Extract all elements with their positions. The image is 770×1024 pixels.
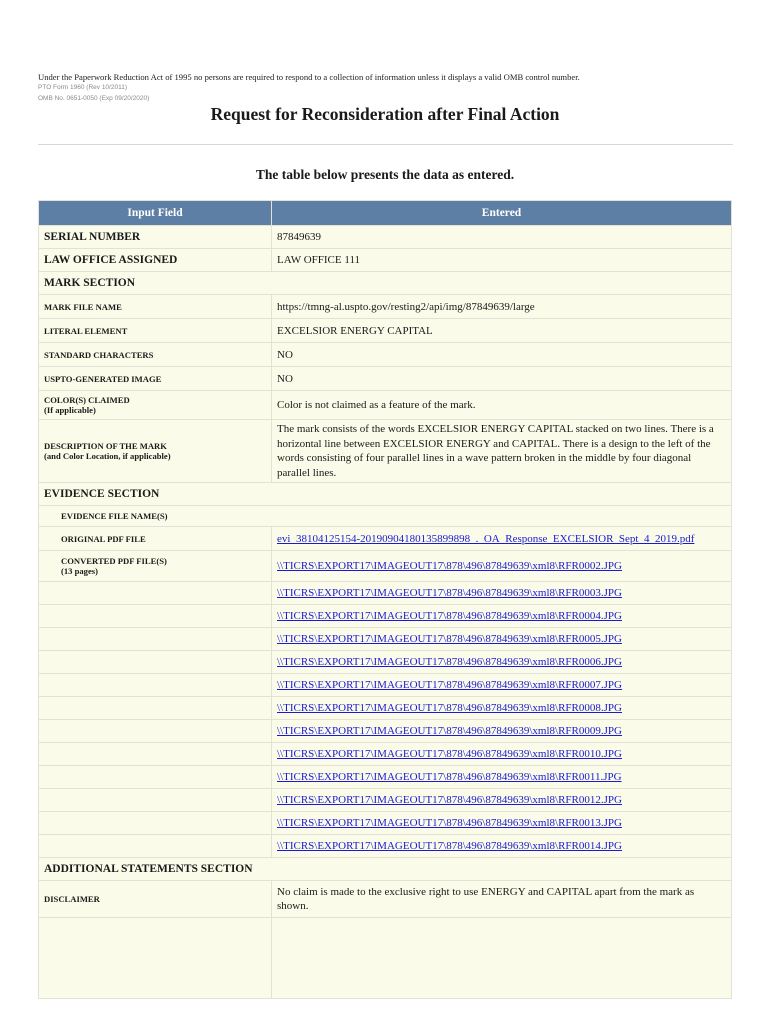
converted-file-link[interactable]: \\TICRS\EXPORT17\IMAGEOUT17\878\496\87849639\xml8\RFR0012.JPG bbox=[272, 789, 731, 811]
section-row bbox=[39, 506, 731, 526]
table-row bbox=[39, 651, 731, 673]
empty-cell bbox=[39, 766, 271, 788]
converted-file-link[interactable]: \\TICRS\EXPORT17\IMAGEOUT17\878\496\87849639\xml8\RFR0014.JPG bbox=[272, 835, 731, 857]
table-row bbox=[39, 674, 731, 696]
table-row bbox=[39, 249, 731, 271]
colors-claimed-note: (If applicable) bbox=[44, 405, 96, 415]
converted-file-link[interactable]: \\TICRS\EXPORT17\IMAGEOUT17\878\496\87849639\xml8\RFR0007.JPG bbox=[272, 674, 731, 696]
table-row bbox=[39, 789, 731, 811]
table-row bbox=[39, 881, 731, 917]
page-title: Request for Reconsideration after Final Action bbox=[210, 104, 560, 124]
disclaimer-label: DISCLAIMER bbox=[39, 881, 271, 917]
empty-cell bbox=[39, 835, 271, 857]
converted-file-link[interactable]: \\TICRS\EXPORT17\IMAGEOUT17\878\496\87849639\xml8\RFR0005.JPG bbox=[272, 628, 731, 650]
table-row bbox=[39, 551, 731, 581]
mark-description-title: DESCRIPTION OF THE MARK bbox=[44, 441, 167, 451]
generated-image-value: NO bbox=[272, 367, 731, 390]
converted-pdf-title: CONVERTED PDF FILE(S) bbox=[61, 556, 167, 566]
empty-cell bbox=[39, 812, 271, 834]
serial-number-label: SERIAL NUMBER bbox=[39, 226, 271, 248]
empty-cell bbox=[39, 605, 271, 627]
serial-number-value: 87849639 bbox=[272, 226, 731, 248]
generated-image-label: USPTO-GENERATED IMAGE bbox=[39, 367, 271, 390]
table-row bbox=[39, 582, 731, 604]
mark-section-heading: MARK SECTION bbox=[39, 272, 731, 294]
section-row bbox=[39, 858, 731, 880]
empty-cell bbox=[39, 697, 271, 719]
mark-description-note: (and Color Location, if applicable) bbox=[44, 451, 171, 461]
literal-element-value: EXCELSIOR ENERGY CAPITAL bbox=[272, 319, 731, 342]
converted-file-link[interactable]: \\TICRS\EXPORT17\IMAGEOUT17\878\496\87849639\xml8\RFR0006.JPG bbox=[272, 651, 731, 673]
disclaimer-value: No claim is made to the exclusive right to use ENERGY and CAPITAL apart from the mark as shown. bbox=[272, 881, 731, 917]
section-row bbox=[39, 272, 731, 294]
colors-claimed-label bbox=[39, 391, 271, 419]
column-header-input-field: Input Field bbox=[39, 201, 271, 225]
empty-cell bbox=[39, 918, 271, 998]
empty-cell bbox=[39, 651, 271, 673]
table-row bbox=[39, 527, 731, 550]
section-row bbox=[39, 483, 731, 505]
converted-file-link[interactable]: \\TICRS\EXPORT17\IMAGEOUT17\878\496\87849639\xml8\RFR0010.JPG bbox=[272, 743, 731, 765]
law-office-label: LAW OFFICE ASSIGNED bbox=[39, 249, 271, 271]
table-row bbox=[39, 697, 731, 719]
converted-pdf-label bbox=[39, 551, 271, 581]
form-number: PTO Form 1960 (Rev 10/2011) bbox=[38, 84, 127, 91]
paperwork-notice: Under the Paperwork Reduction Act of 1995 no persons are required to respond to a collection of information unless it displays a valid OMB control number. bbox=[38, 72, 580, 82]
empty-cell bbox=[272, 918, 731, 998]
mark-description-value: The mark consists of the words EXCELSIOR ENERGY CAPITAL stacked on two lines. There is a horizontal line between EXCELSIOR ENERGY and CAPITAL. There is a design to the left of the words consisting of four parallel lines in a wave pattern broken in the middle by four diagonal parallel lines. bbox=[272, 420, 731, 482]
empty-cell bbox=[39, 582, 271, 604]
original-pdf-link[interactable]: evi_38104125154-20190904180135899898_._OA_Response_EXCELSIOR_Sept_4_2019.pdf bbox=[272, 527, 731, 550]
table-row bbox=[39, 420, 731, 482]
empty-cell bbox=[39, 628, 271, 650]
literal-element-label: LITERAL ELEMENT bbox=[39, 319, 271, 342]
omb-number: OMB No. 0651-0050 (Exp 09/20/2020) bbox=[38, 95, 150, 102]
colors-claimed-title: COLOR(S) CLAIMED bbox=[44, 395, 130, 405]
data-table bbox=[38, 200, 732, 999]
table-row bbox=[39, 720, 731, 742]
converted-pdf-pages: (13 pages) bbox=[61, 566, 98, 576]
additional-statements-heading: ADDITIONAL STATEMENTS SECTION bbox=[39, 858, 731, 880]
table-header-row bbox=[39, 201, 731, 225]
converted-file-link[interactable]: \\TICRS\EXPORT17\IMAGEOUT17\878\496\87849639\xml8\RFR0009.JPG bbox=[272, 720, 731, 742]
converted-file-link[interactable]: \\TICRS\EXPORT17\IMAGEOUT17\878\496\87849639\xml8\RFR0003.JPG bbox=[272, 582, 731, 604]
converted-file-link[interactable]: \\TICRS\EXPORT17\IMAGEOUT17\878\496\87849639\xml8\RFR0008.JPG bbox=[272, 697, 731, 719]
evidence-file-names-heading: EVIDENCE FILE NAME(S) bbox=[39, 506, 731, 526]
table-row bbox=[39, 766, 731, 788]
original-pdf-label: ORIGINAL PDF FILE bbox=[39, 527, 271, 550]
converted-file-link[interactable]: \\TICRS\EXPORT17\IMAGEOUT17\878\496\87849639\xml8\RFR0013.JPG bbox=[272, 812, 731, 834]
table-row bbox=[39, 343, 731, 366]
table-intro: The table below presents the data as entered. bbox=[255, 167, 515, 182]
mark-file-name-value: https://tmng-al.uspto.gov/resting2/api/img/87849639/large bbox=[272, 295, 731, 318]
converted-file-link[interactable]: \\TICRS\EXPORT17\IMAGEOUT17\878\496\87849639\xml8\RFR0011.JPG bbox=[272, 766, 731, 788]
standard-characters-value: NO bbox=[272, 343, 731, 366]
table-row bbox=[39, 605, 731, 627]
column-header-entered: Entered bbox=[272, 201, 731, 225]
table-row bbox=[39, 918, 731, 998]
table-row bbox=[39, 295, 731, 318]
table-row bbox=[39, 743, 731, 765]
mark-file-name-label: MARK FILE NAME bbox=[39, 295, 271, 318]
table-row bbox=[39, 628, 731, 650]
converted-file-link[interactable]: \\TICRS\EXPORT17\IMAGEOUT17\878\496\87849639\xml8\RFR0002.JPG bbox=[272, 551, 731, 581]
table-row bbox=[39, 319, 731, 342]
law-office-value: LAW OFFICE 111 bbox=[272, 249, 731, 271]
empty-cell bbox=[39, 720, 271, 742]
empty-cell bbox=[39, 743, 271, 765]
table-row bbox=[39, 226, 731, 248]
converted-file-link[interactable]: \\TICRS\EXPORT17\IMAGEOUT17\878\496\87849639\xml8\RFR0004.JPG bbox=[272, 605, 731, 627]
table-row bbox=[39, 835, 731, 857]
colors-claimed-value: Color is not claimed as a feature of the mark. bbox=[272, 391, 731, 419]
empty-cell bbox=[39, 789, 271, 811]
table-row bbox=[39, 367, 731, 390]
table-row bbox=[39, 391, 731, 419]
table-row bbox=[39, 812, 731, 834]
standard-characters-label: STANDARD CHARACTERS bbox=[39, 343, 271, 366]
evidence-section-heading: EVIDENCE SECTION bbox=[39, 483, 731, 505]
mark-description-label bbox=[39, 420, 271, 482]
empty-cell bbox=[39, 674, 271, 696]
title-divider bbox=[38, 144, 733, 145]
